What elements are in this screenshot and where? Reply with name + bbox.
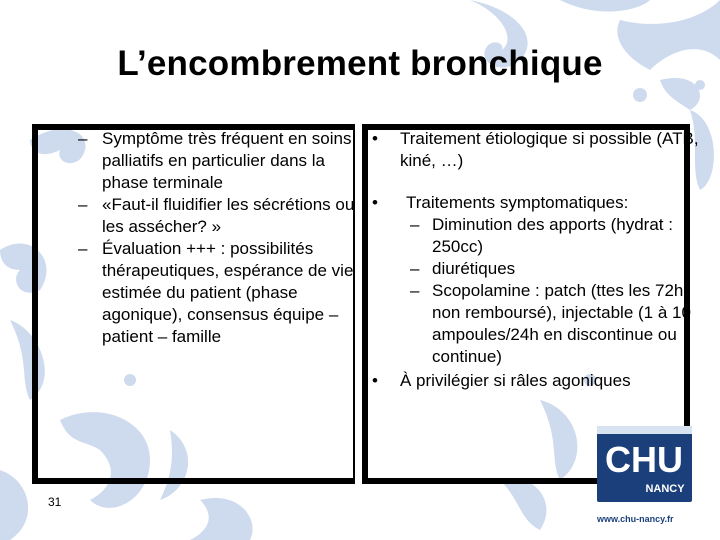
bullet-text: Traitement étiologique si possible (ATB, kiné, …) [400, 129, 699, 170]
sub-item-text: diurétiques [432, 259, 516, 278]
list-item-text: «Faut-il fluidifier les sécrétions ou les assécher? » [102, 195, 355, 236]
sub-list-item [370, 214, 700, 258]
logo-url: www.chu-nancy.fr [597, 514, 674, 524]
sub-item-text: Scopolamine : patch (ttes les 72h, non remboursé), injectable (1 à 10 ampoules/24h en discontinue ou continue) [432, 281, 691, 366]
bullet-text: Traitements symptomatiques: [406, 193, 629, 212]
bullet-item [370, 128, 700, 172]
logo-text: CHU [605, 439, 683, 480]
slide-title: L’encombrement bronchique [117, 44, 603, 83]
bullet-dot: • [372, 371, 378, 390]
bullet-dot: • [372, 193, 378, 212]
list-item [78, 128, 358, 194]
right-column [370, 128, 700, 392]
bullet-text: À privilégier si râles agoniques [400, 371, 631, 390]
sub-list-item [370, 258, 700, 280]
bullet-dot: • [372, 129, 378, 148]
dash-bullet: – [78, 239, 88, 258]
dash-bullet: – [78, 129, 88, 148]
list-item [78, 194, 358, 238]
dash-bullet: – [410, 259, 420, 278]
sub-list-item [370, 280, 700, 368]
sub-item-text: Diminution des apports (hydrat : 250cc) [432, 215, 673, 256]
dash-bullet: – [410, 281, 420, 300]
chu-nancy-logo [597, 426, 692, 502]
bullet-item [370, 370, 700, 392]
logo-subtext: NANCY [645, 483, 685, 495]
slide-number: 31 [48, 495, 62, 509]
list-item [78, 238, 358, 348]
left-column [78, 128, 358, 348]
bullet-item [370, 192, 700, 214]
list-item-text: Évaluation +++ : possibilités thérapeutiques, espérance de vie estimée du patient (phase agonique), consensus équipe – patient – famille [102, 239, 354, 346]
dash-bullet: – [410, 215, 420, 234]
list-item-text: Symptôme très fréquent en soins palliatifs en particulier dans la phase terminale [102, 129, 352, 192]
dash-bullet: – [78, 195, 88, 214]
